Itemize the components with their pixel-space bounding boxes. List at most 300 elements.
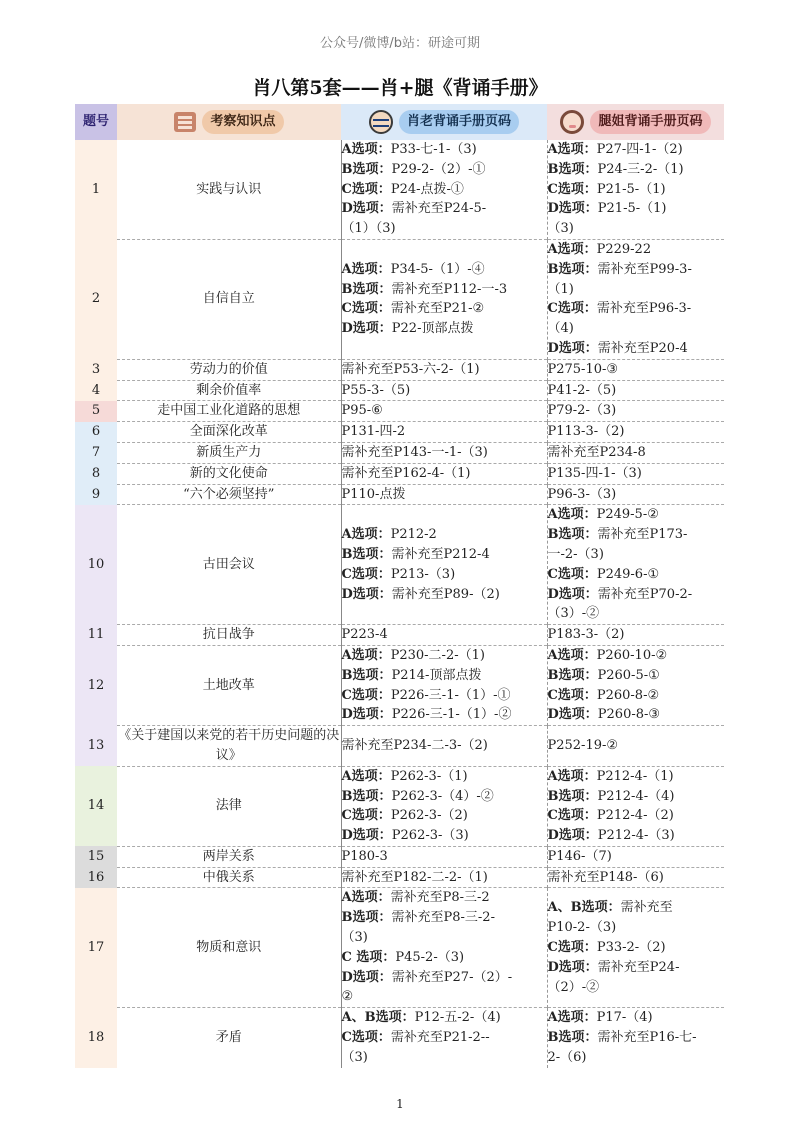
page-ref-line — [342, 319, 547, 339]
table-row — [75, 359, 724, 380]
page-ref-line — [342, 908, 547, 928]
option-label: D选项： — [341, 201, 392, 217]
page-ref-text: （3）-② — [547, 606, 600, 622]
page-ref-line — [342, 443, 547, 463]
knowledge-topic: 两岸关系 — [117, 846, 341, 867]
option-label: A选项： — [547, 241, 597, 257]
page-ref-text: P12-五-2-（4) — [414, 1010, 501, 1026]
page-ref-line — [548, 1028, 725, 1048]
page-ref-line — [548, 898, 725, 918]
page-ref-line — [342, 847, 547, 867]
page-ref-line — [342, 968, 547, 988]
option-label: B选项： — [547, 1030, 598, 1046]
question-number: 6 — [75, 422, 117, 443]
table-row — [75, 463, 724, 484]
question-number: 13 — [75, 726, 117, 767]
page-ref-text: P212-4-（4) — [597, 788, 675, 804]
option-label: D选项： — [547, 340, 598, 356]
option-label: C选项： — [341, 687, 391, 703]
knowledge-topic: 全面深化改革 — [117, 422, 341, 443]
page-ref-text: P22-顶部点拨 — [391, 321, 474, 337]
option-label: A选项： — [341, 261, 391, 277]
page-ref-line — [342, 1048, 547, 1068]
page-ref-text: 需补充至P21-2-- — [390, 1030, 490, 1046]
knowledge-topic: 物质和意识 — [117, 888, 341, 1008]
page-ref-text: （3) — [547, 221, 574, 237]
page-ref-text: 需补充至P148-（6) — [547, 869, 664, 885]
page-ref-text: P212-4-（3) — [597, 828, 675, 844]
page-ref-text: P135-四-1-（3) — [547, 465, 642, 481]
page-ref-line — [342, 160, 547, 180]
page-ref-text: 需补充至P96-3- — [596, 301, 692, 317]
table-row — [75, 645, 724, 725]
option-label: B选项： — [341, 910, 392, 926]
page-ref-text: 需补充至P70-2- — [597, 586, 693, 602]
xiao-page-ref-cell — [341, 239, 547, 359]
table-row — [75, 484, 724, 505]
knowledge-topic: 剩余价值率 — [117, 380, 341, 401]
page-ref-text: P29-2-（2）-① — [391, 161, 486, 177]
tui-page-ref-cell — [547, 1008, 724, 1068]
question-number: 5 — [75, 401, 117, 422]
page-ref-line — [342, 299, 547, 319]
page-ref-line — [548, 180, 725, 200]
page-ref-text: P212-4-（1) — [596, 768, 674, 784]
page-ref-text: P249-6-① — [596, 566, 660, 582]
page-ref-line — [548, 339, 725, 359]
page-ref-line — [548, 401, 725, 421]
page-ref-text: P33-2-（2) — [596, 939, 666, 955]
question-number: 10 — [75, 505, 117, 625]
tui-page-ref-cell — [547, 505, 724, 625]
page-ref-line — [342, 736, 547, 756]
page-ref-line — [548, 826, 725, 846]
page-ref-text: P79-2-（3) — [547, 403, 617, 419]
page-ref-line — [548, 1008, 725, 1028]
page-ref-line — [342, 787, 547, 807]
page-ref-text: （3) — [341, 1049, 368, 1065]
option-label: C选项： — [341, 1030, 391, 1046]
page-ref-text: （1) — [547, 281, 574, 297]
knowledge-topic: 实践与认识 — [196, 181, 262, 197]
page-ref-line — [548, 505, 725, 525]
page-ref-text: P131-四-2 — [341, 424, 406, 440]
page-ref-text: 需补充至P20-4 — [597, 340, 688, 356]
header-xiao — [341, 104, 547, 140]
knowledge-topic: 中俄关系 — [117, 867, 341, 888]
page-ref-line — [342, 1008, 547, 1028]
page-ref-line — [342, 585, 547, 605]
table-row — [75, 846, 724, 867]
page-ref-text: 需补充至 — [620, 900, 673, 916]
option-label: B选项： — [547, 788, 598, 804]
page-ref-text: 需补充至P143-一-1-（3) — [341, 444, 488, 460]
tui-page-ref-cell — [547, 726, 724, 767]
page-ref-line — [548, 160, 725, 180]
teacher-girl-avatar-icon — [560, 110, 584, 134]
page-ref-line — [342, 987, 547, 1007]
question-number: 18 — [75, 1008, 117, 1068]
knowledge-topic: 抗日战争 — [117, 625, 341, 646]
page-ref-line — [548, 199, 725, 219]
tui-page-ref-cell — [547, 422, 724, 443]
page-ref-text: 需补充至P99-3- — [597, 261, 692, 277]
page-ref-line — [342, 705, 547, 725]
option-label: D选项： — [341, 707, 392, 723]
option-label: A选项： — [341, 768, 391, 784]
page-ref-line — [342, 928, 547, 948]
page-ref-text: P212-4-（2) — [596, 808, 674, 824]
page-ref-text: P96-3-（3) — [547, 486, 617, 502]
page-ref-text: 需补充至P8-三-2- — [391, 910, 495, 926]
page-ref-text: P223-4 — [341, 627, 388, 643]
option-label: C选项： — [341, 566, 391, 582]
teacher-avatar-icon — [369, 110, 393, 134]
page-ref-text: 需补充至P27-（2）- — [391, 969, 513, 985]
page-ref-text: P24-点拨-① — [390, 181, 464, 197]
option-label: B选项： — [547, 667, 598, 683]
xiao-page-ref-cell — [341, 422, 547, 443]
tui-page-ref-cell — [547, 401, 724, 422]
question-number: 9 — [75, 484, 117, 505]
question-number: 7 — [75, 442, 117, 463]
page-ref-text: P226-三-1-（1）-① — [390, 687, 511, 703]
page-ref-text: （2）-② — [547, 979, 600, 995]
page-ref-text: P113-3-（2) — [547, 424, 625, 440]
table-row — [75, 442, 724, 463]
page-ref-line — [342, 565, 547, 585]
option-label: D选项： — [547, 201, 598, 217]
option-label: D选项： — [341, 969, 392, 985]
option-label: B选项： — [547, 527, 598, 543]
page-ref-text: P41-2-（5) — [547, 382, 617, 398]
tui-page-ref-cell — [547, 888, 724, 1008]
page-ref-line — [342, 888, 547, 908]
option-label: D选项： — [547, 586, 598, 602]
table-row — [75, 380, 724, 401]
page-ref-text: P33-七-1-（3) — [390, 142, 477, 157]
page-ref-line — [548, 485, 725, 505]
tui-page-ref-cell — [547, 846, 724, 867]
table-row — [75, 867, 724, 888]
page-ref-text: （3) — [341, 930, 368, 946]
page-ref-text: P24-三-2-（1) — [597, 161, 684, 177]
option-label: B选项： — [341, 788, 392, 804]
header-topic-label: 考察知识点 — [202, 110, 283, 134]
xiao-page-ref-cell — [341, 505, 547, 625]
tui-page-ref-cell — [547, 239, 724, 359]
page-ref-line — [548, 604, 725, 624]
page-ref-line — [548, 260, 725, 280]
xiao-page-ref-cell — [341, 867, 547, 888]
page-ref-text: 需补充至P234-二-3-（2) — [341, 738, 488, 753]
option-label: A、B选项： — [341, 1010, 415, 1026]
page-ref-line — [548, 545, 725, 565]
page-ref-text: （1）（3) — [341, 221, 396, 237]
question-number: 14 — [75, 766, 117, 846]
option-label: D选项： — [341, 828, 392, 844]
page-ref-line — [548, 443, 725, 463]
option-label: B选项： — [341, 161, 392, 177]
page-ref-text: 一-2-（3) — [547, 546, 604, 562]
page-ref-line — [548, 736, 725, 756]
knowledge-topic: 走中国工业化道路的思想 — [117, 401, 341, 422]
page-ref-line — [342, 948, 547, 968]
page-ref-text: P252-19-② — [547, 738, 619, 753]
page-ref-text: P230-二-2-（1) — [390, 647, 485, 663]
page-ref-line — [342, 360, 547, 380]
page-ref-line — [342, 625, 547, 645]
page-ref-text: P21-5-（1) — [596, 181, 666, 197]
option-label: C选项： — [547, 687, 597, 703]
page-ref-line — [548, 918, 725, 938]
page-ref-text: P213-（3) — [390, 566, 456, 582]
xiao-page-ref-cell — [341, 766, 547, 846]
page-ref-text: 需补充至P21-② — [390, 301, 485, 317]
option-label: B选项： — [341, 667, 392, 683]
page-ref-line — [548, 219, 725, 239]
page-ref-line — [548, 381, 725, 401]
page-ref-line — [342, 485, 547, 505]
page-ref-line — [548, 767, 725, 787]
page-ref-text: P262-3-（4）-② — [391, 788, 494, 804]
option-label: B选项： — [547, 261, 598, 277]
option-label: C选项： — [547, 181, 597, 197]
page-ref-line — [548, 240, 725, 260]
page-ref-line — [548, 319, 725, 339]
page-ref-text: 需补充至P182-二-2-（1) — [341, 869, 488, 885]
page-ref-text: P55-3-（5) — [341, 382, 411, 398]
option-label: B选项： — [547, 161, 598, 177]
tui-page-ref-cell — [547, 463, 724, 484]
xiao-page-ref-cell — [341, 726, 547, 767]
page-ref-text: 需补充至P173- — [597, 527, 688, 543]
option-label: A选项： — [547, 1010, 597, 1026]
page-ref-line — [342, 381, 547, 401]
page-ref-line — [548, 299, 725, 319]
page-ref-text: 需补充至P53-六-2-（1) — [341, 361, 480, 377]
page-ref-text: P260-10-② — [596, 647, 668, 663]
option-label: C选项： — [547, 301, 597, 317]
tui-page-ref-cell — [547, 625, 724, 646]
page-ref-text: P34-5-（1）-④ — [390, 261, 485, 277]
tui-page-ref-cell — [547, 442, 724, 463]
page-ref-text: P249-5-② — [596, 507, 659, 523]
page-ref-line — [548, 140, 725, 160]
knowledge-topic: 古田会议 — [117, 505, 341, 625]
page-ref-line — [548, 625, 725, 645]
page-ref-text: P275-10-③ — [547, 361, 619, 377]
page-ref-line — [342, 868, 547, 888]
page-ref-line — [342, 140, 547, 160]
page-ref-line — [548, 806, 725, 826]
header-question-no: 题号 — [75, 104, 117, 140]
page-ref-text: P45-2-（3) — [395, 949, 465, 965]
xiao-page-ref-cell — [341, 645, 547, 725]
knowledge-topic: 劳动力的价值 — [117, 359, 341, 380]
page-ref-text: ② — [341, 989, 354, 1005]
option-label: C选项： — [547, 939, 597, 955]
page-ref-line — [548, 686, 725, 706]
page-ref-line — [548, 646, 725, 666]
page-ref-text: P212-2 — [390, 527, 437, 543]
tui-page-ref-cell — [547, 140, 724, 239]
knowledge-topic: “六个必须坚持” — [117, 484, 341, 505]
header-tui — [547, 104, 724, 140]
page-ref-line — [548, 565, 725, 585]
knowledge-topic: 新的文化使命 — [117, 463, 341, 484]
tui-page-ref-cell — [547, 645, 724, 725]
xiao-page-ref-cell — [341, 1008, 547, 1068]
page-ref-line — [342, 422, 547, 442]
page-ref-text: 需补充至P162-4-（1) — [341, 465, 471, 481]
xiao-page-ref-cell — [341, 625, 547, 646]
page-ref-text: 需补充至P112-一-3 — [391, 281, 508, 297]
page-ref-line — [342, 219, 547, 239]
question-number: 16 — [75, 867, 117, 888]
option-label: C选项： — [341, 808, 391, 824]
page-ref-line — [548, 787, 725, 807]
page-ref-text: P95-⑥ — [341, 403, 383, 419]
xiao-page-ref-cell — [341, 888, 547, 1008]
tui-page-ref-cell — [547, 380, 724, 401]
xiao-page-ref-cell — [341, 442, 547, 463]
page-ref-text: P262-3-（3) — [391, 828, 469, 844]
option-label: A选项： — [341, 647, 391, 663]
xiao-page-ref-cell — [341, 140, 547, 239]
table-row — [75, 401, 724, 422]
page-ref-line — [342, 260, 547, 280]
option-label: C选项： — [341, 181, 391, 197]
page-ref-line — [342, 1028, 547, 1048]
option-label: D选项： — [547, 828, 598, 844]
page-ref-text: 需补充至P89-（2) — [391, 586, 500, 602]
option-label: A选项： — [547, 142, 597, 157]
page-ref-text: P262-3-（1) — [390, 768, 468, 784]
option-label: D选项： — [341, 586, 392, 602]
page-ref-text: 需补充至P16-七- — [597, 1030, 697, 1046]
knowledge-topic: 矛盾 — [117, 1008, 341, 1068]
question-number: 11 — [75, 625, 117, 646]
table-header-row — [75, 104, 724, 140]
option-label: A选项： — [547, 507, 597, 523]
page-ref-line — [342, 199, 547, 219]
page-ref-line — [342, 401, 547, 421]
tui-page-ref-cell — [547, 359, 724, 380]
xiao-page-ref-cell — [341, 380, 547, 401]
page-ref-line — [548, 978, 725, 998]
table-row — [75, 239, 724, 359]
question-number: 15 — [75, 846, 117, 867]
xiao-page-ref-cell — [341, 484, 547, 505]
page-ref-line — [342, 464, 547, 484]
page-ref-text: 2-（6) — [547, 1049, 587, 1065]
page-ref-text: 需补充至P212-4 — [391, 546, 490, 562]
page-ref-text: P262-3-（2) — [390, 808, 468, 824]
recitation-table — [75, 104, 724, 1068]
page-ref-line — [342, 545, 547, 565]
page-ref-line — [342, 686, 547, 706]
page-title: 肖八第5套——肖+腿《背诵手册》 — [252, 77, 548, 99]
option-label: D选项： — [341, 321, 392, 337]
option-label: C选项： — [341, 301, 391, 317]
page-ref-line — [342, 767, 547, 787]
option-label: B选项： — [341, 281, 392, 297]
page-ref-text: P226-三-1-（1）-② — [391, 707, 512, 723]
option-label: A选项： — [341, 890, 391, 906]
question-number: 3 — [75, 359, 117, 380]
page-ref-line — [548, 938, 725, 958]
page-ref-line — [548, 705, 725, 725]
xiao-page-ref-cell — [341, 846, 547, 867]
xiao-page-ref-cell — [341, 463, 547, 484]
question-number: 12 — [75, 645, 117, 725]
page-ref-line — [548, 958, 725, 978]
page-ref-text: P260-5-① — [597, 667, 660, 683]
page-ref-text: P214-顶部点拨 — [391, 667, 482, 683]
tui-page-ref-cell — [547, 766, 724, 846]
knowledge-topic: 新质生产力 — [117, 442, 341, 463]
xiao-page-ref-cell — [341, 401, 547, 422]
page-ref-text: P146-（7) — [547, 848, 612, 864]
question-number: 8 — [75, 463, 117, 484]
header-xiao-label: 肖老背诵手册页码 — [399, 110, 519, 134]
table-row — [75, 1008, 724, 1068]
option-label: A、B选项： — [547, 900, 621, 916]
option-label: C 选项： — [341, 949, 396, 965]
option-label: B选项： — [341, 546, 392, 562]
table-row — [75, 888, 724, 1008]
table-row — [75, 625, 724, 646]
option-label: C选项： — [547, 808, 597, 824]
page-ref-line — [342, 180, 547, 200]
question-number: 4 — [75, 380, 117, 401]
table-row — [75, 766, 724, 846]
knowledge-topic: 《关于建国以来党的若干历史问题的决议》 — [117, 726, 341, 767]
page-ref-line — [548, 280, 725, 300]
page-ref-text: P183-3-（2) — [547, 627, 625, 643]
page-ref-line — [548, 868, 725, 888]
header-tui-label: 腿姐背诵手册页码 — [590, 110, 710, 134]
table-row — [75, 505, 724, 625]
knowledge-topic: 自信自立 — [117, 239, 341, 359]
option-label: A选项： — [547, 768, 597, 784]
option-label: D选项： — [547, 959, 598, 975]
page-ref-line — [342, 646, 547, 666]
question-number: 2 — [75, 239, 117, 359]
page-ref-text: P180-3 — [341, 848, 388, 864]
page-ref-line — [548, 1048, 725, 1068]
knowledge-topic: 法律 — [117, 766, 341, 846]
page-ref-text: （4) — [547, 321, 574, 337]
page-ref-line — [342, 280, 547, 300]
book-icon — [174, 112, 196, 132]
xiao-page-ref-cell — [341, 359, 547, 380]
option-label: A选项： — [547, 647, 597, 663]
tui-page-ref-cell — [547, 867, 724, 888]
page-ref-line — [548, 585, 725, 605]
option-label: D选项： — [547, 707, 598, 723]
question-number: 17 — [75, 888, 117, 1008]
page-ref-text: P27-四-1-（2) — [596, 142, 683, 157]
page-ref-text: 需补充至P8-三-2 — [390, 890, 490, 906]
option-label: A选项： — [341, 527, 391, 543]
page-ref-text: P260-8-② — [596, 687, 660, 703]
table-row — [75, 140, 724, 239]
page-ref-line — [342, 826, 547, 846]
option-label: C选项： — [547, 566, 597, 582]
page-ref-line — [548, 422, 725, 442]
